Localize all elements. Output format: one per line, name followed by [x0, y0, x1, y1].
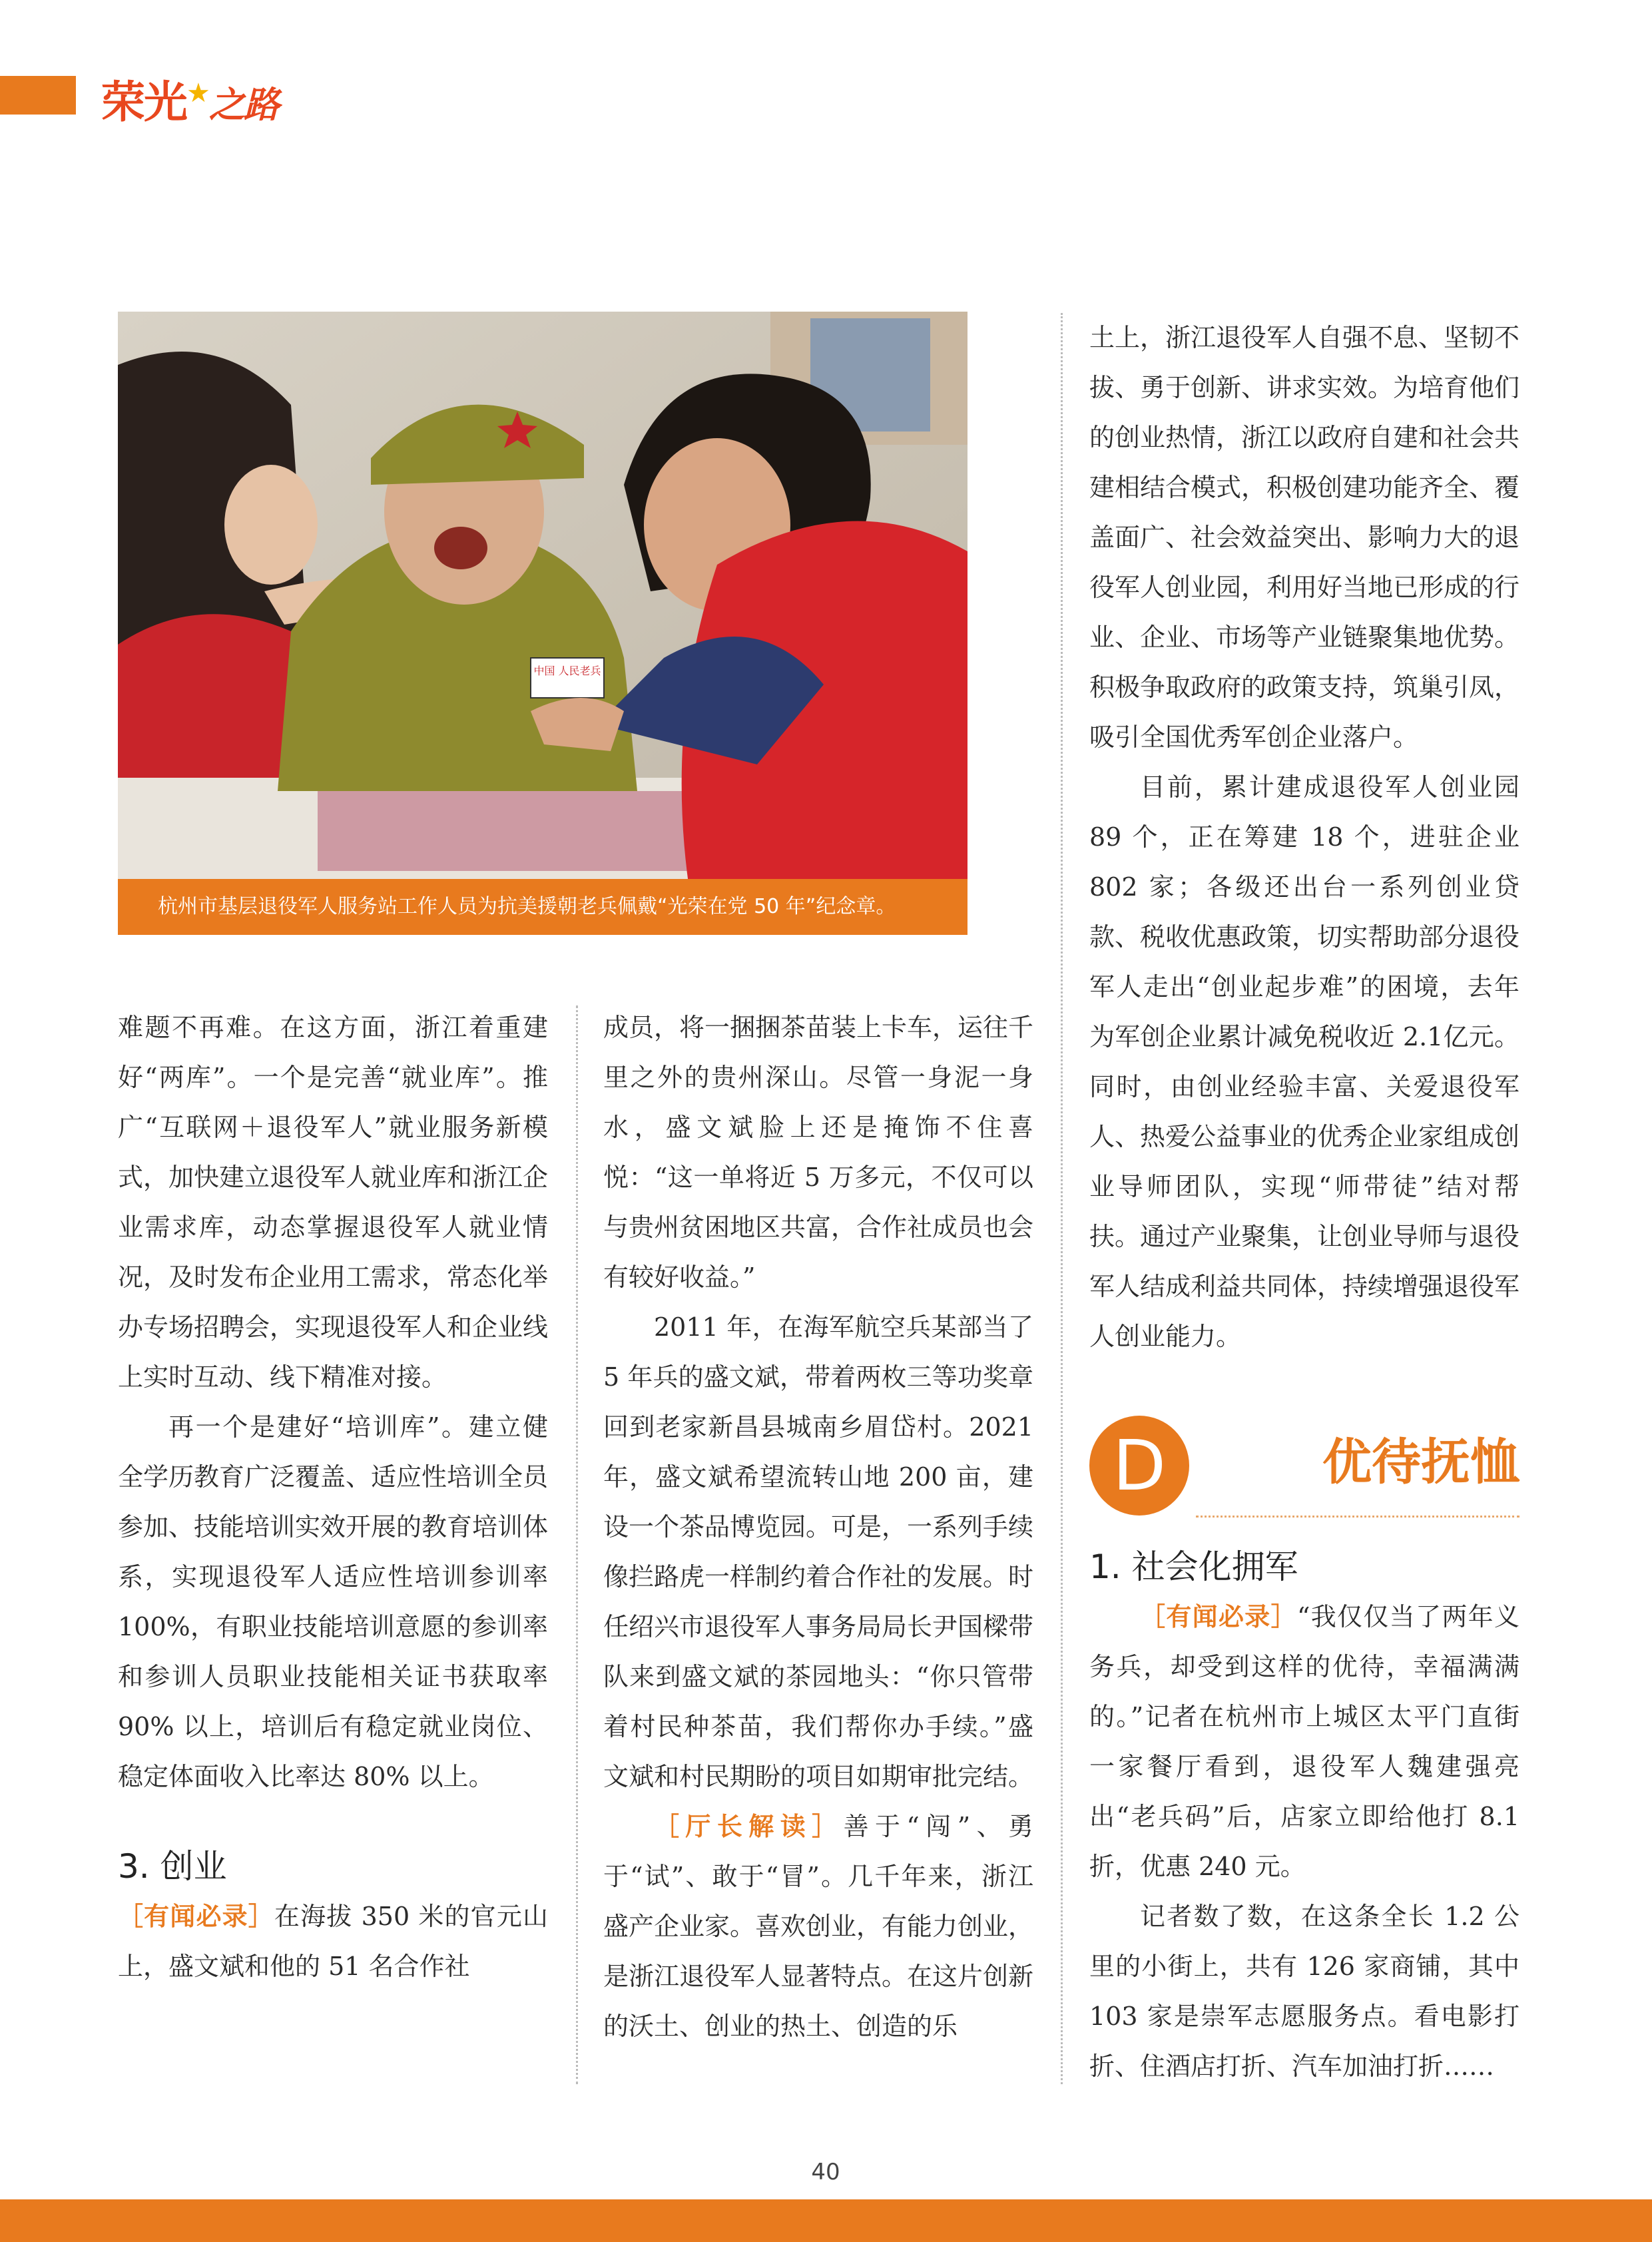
paragraph: 再一个是建好“培训库”。建立健全学历教育广泛覆盖、适应性培训全员参加、技能培训实效开展的教育培训体系，实现退役军人适应性培训参训率 100%，有职业技能培训意愿的参训率和参训人员职业技能相关证书获取率 90% 以上，培训后有稳定就业岗位、稳定体面收入比率达 80% 以上。 — [118, 1412, 549, 1791]
tag-label: ［有闻必录］ — [118, 1902, 274, 1931]
section-heading: 3. 创业 — [118, 1847, 227, 1886]
paragraph-text: 善于“闯”、勇于“试”、敢于“冒”。几千年来，浙江盛产企业家。喜欢创业，有能力创业，是浙江退役军人显著特点。在这片创新的沃土、创业的热土、创造的乐 — [603, 1812, 1034, 2041]
tag-label: ［有闻必录］ — [1140, 1602, 1297, 1631]
tag-label: ［厅长解读］ — [654, 1812, 844, 1841]
star-icon: ★ — [186, 78, 209, 109]
paragraph: 成员，将一捆捆茶苗装上卡车，运往千里之外的贵州深山。尽管一身泥一身水，盛文斌脸上还是掩饰不住喜悦：“这一单将近 5 万多元，不仅可以与贵州贫困地区共富，合作社成员也会有较好收益。” — [603, 1013, 1034, 1292]
badge-text: 中国 人民老兵 — [533, 665, 601, 677]
section-d-header — [1089, 1416, 1519, 1524]
page-number: 40 — [811, 2159, 840, 2185]
header-accent-bar — [0, 76, 76, 115]
section-underline — [1196, 1516, 1519, 1518]
paragraph: 难题不再难。在这方面，浙江着重建好“两库”。一个是完善“就业库”。推广“互联网＋退役军人”就业服务新模式，加快建立退役军人就业库和浙江企业需求库，动态掌握退役军人就业情况，及时发布企业用工需求，常态化举办专场招聘会，实现退役军人和企业线上实时互动、线下精准对接。 — [118, 1013, 549, 1392]
section-heading: 1. 社会化拥军 — [1089, 1547, 1298, 1586]
column-2 — [603, 1003, 1033, 2052]
column-3-lower — [1089, 1542, 1519, 2092]
paragraph: 目前，累计建成退役军人创业园 89 个，正在筹建 18 个，进驻企业 802 家；各级还出台一系列创业贷款、税收优惠政策，切实帮助部分退役军人走出“创业起步难”的困境，去年为军创企业累计减免税收近 2.1亿元。同时，由创业经验丰富、关爱退役军人、热爱公益事业的优秀企业家组成创业导师团队，实现“师带徒”结对帮扶。通过产业聚集，让创业导师与退役军人结成利益共同体，持续增强退役军人创业能力。 — [1089, 772, 1520, 1351]
photo-caption: 杭州市基层退役军人服务站工作人员为抗美援朝老兵佩戴“光荣在党 50 年”纪念章。 — [118, 879, 967, 935]
paragraph: 记者数了数，在这条全长 1.2 公里的小街上，共有 126 家商铺，其中 103 家是崇军志愿服务点。看电影打折、住酒店打折、汽车加油打折…… — [1089, 1902, 1519, 2081]
paragraph — [1089, 1592, 1519, 1892]
article-photo — [118, 312, 967, 898]
column-1 — [118, 1003, 548, 1992]
logo-sub: 之路 — [208, 84, 278, 126]
paragraph-text: 在海拔 350 米的官元山上，盛文斌和他的 51 名合作社 — [118, 1902, 548, 1981]
footer-bar — [0, 2199, 1652, 2242]
paragraph: 2011 年，在海军航空兵某部当了 5 年兵的盛文斌，带着两枚三等功奖章回到老家新昌县城南乡眉岱村。2021 年，盛文斌希望流转山地 200 亩，建设一个茶品博览园。可是，一系列手续像拦路虎一样制约着合作社的发展。时任绍兴市退役军人事务局局长尹国樑带队来到盛文斌的茶园地头：“你只管带着村民种茶苗，我们帮你办手续。”盛文斌和村民期盼的项目如期审批完结。 — [603, 1312, 1034, 1791]
column-3 — [1089, 313, 1519, 1362]
spacer — [118, 1802, 548, 1842]
paragraph — [603, 1802, 1033, 2052]
section-letter-badge: D — [1089, 1416, 1189, 1516]
paragraph: 土上，浙江退役军人自强不息、坚韧不拔、勇于创新、讲求实效。为培育他们的创业热情，浙江以政府自建和社会共建相结合模式，积极创建功能齐全、覆盖面广、社会效益突出、影响力大的退役军人创业园，利用好当地已形成的行业、企业、市场等产业链聚集地优势。积极争取政府的政策支持，筑巢引凤，吸引全国优秀军创企业落户。 — [1089, 323, 1520, 752]
section-title: 优待抚恤 — [1322, 1434, 1519, 1491]
logo-main: 荣光 — [101, 77, 186, 128]
column-divider — [576, 1005, 578, 2084]
column-divider — [1061, 313, 1063, 2084]
paragraph — [118, 1892, 548, 1992]
magazine-logo — [101, 67, 278, 130]
paragraph-text: “我仅仅当了两年义务兵，却受到这样的优待，幸福满满的。”记者在杭州市上城区太平门直街一家餐厅看到，退役军人魏建强亮出“老兵码”后，店家立即给他打 8.1 折，优惠 240 元。 — [1089, 1602, 1519, 1881]
